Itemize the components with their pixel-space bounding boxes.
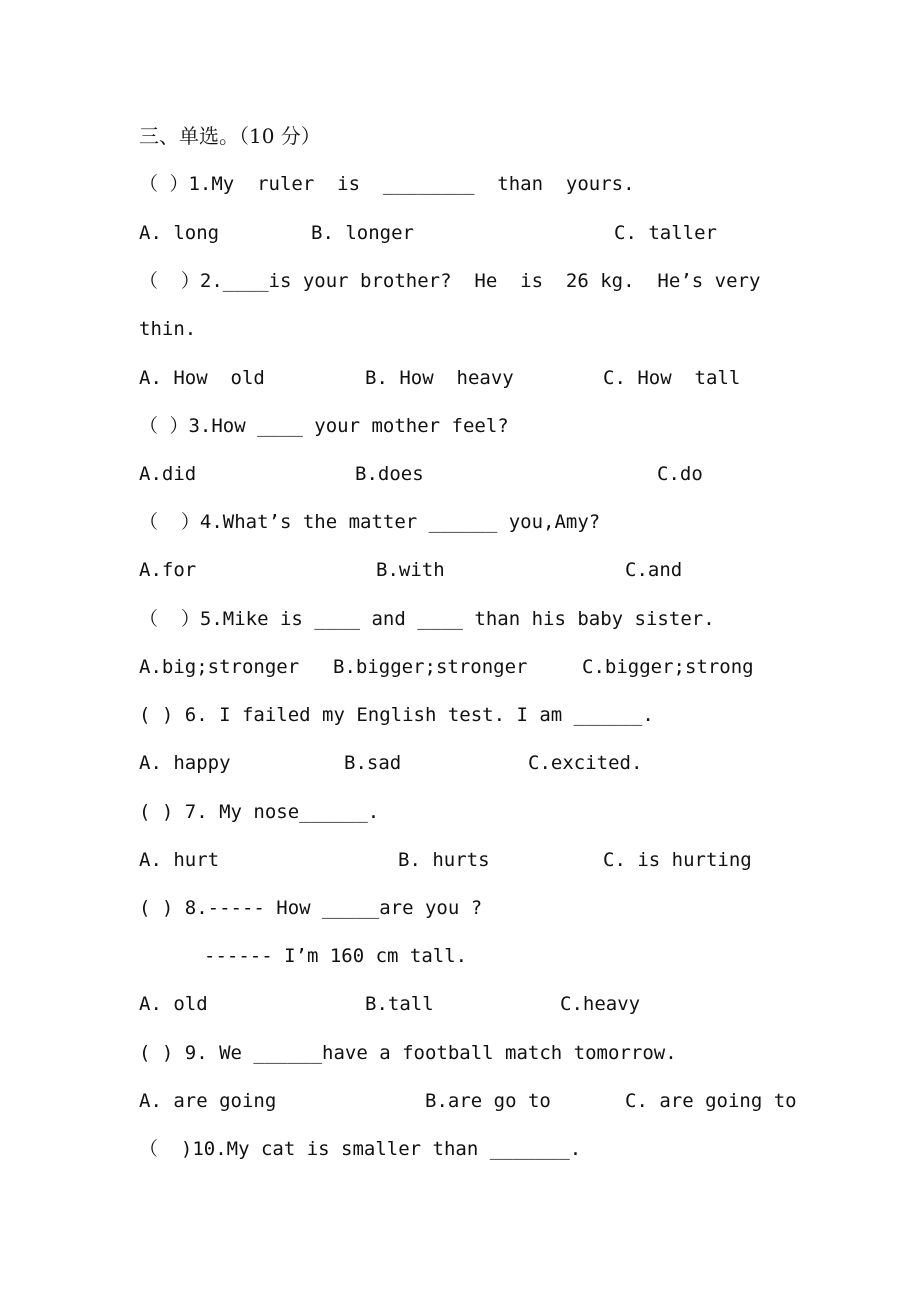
question-4-stem: （ ）4.What’s the matter ______ you,Amy? — [139, 511, 601, 533]
question-7-option-a: A. hurt — [139, 849, 220, 871]
question-7-option-b: B. hurts — [398, 849, 490, 871]
question-9-option-b: B.are go to — [425, 1090, 551, 1112]
question-6-option-c: C.excited. — [528, 752, 643, 774]
question-1-option-b: B. longer — [311, 222, 414, 244]
question-2-option-a: A. How old — [139, 367, 265, 389]
question-6-option-b: B.sad — [344, 752, 402, 774]
question-6-stem: ( ) 6. I failed my English test. I am ______. — [139, 704, 654, 726]
question-2-option-c: C. How tall — [603, 367, 741, 389]
question-1-stem: （ ）1.My ruler is ________ than yours. — [139, 173, 635, 195]
question-5-option-a: A.big;stronger — [139, 656, 300, 678]
question-2-option-b: B. How heavy — [365, 367, 514, 389]
question-8-stem: ( ) 8.----- How _____are you ? — [139, 897, 483, 919]
question-5-option-b: B.bigger;stronger — [333, 656, 528, 678]
question-8-option-b: B.tall — [365, 993, 434, 1015]
question-3-option-a: A.did — [139, 463, 197, 485]
question-4-option-c: C.and — [625, 559, 683, 581]
question-2-stem-continued: thin. — [139, 318, 197, 340]
question-9-stem: ( ) 9. We ______have a football match tomorrow. — [139, 1042, 677, 1064]
question-7-option-c: C. is hurting — [603, 849, 752, 871]
question-10-stem: （ )10.My cat is smaller than _______. — [139, 1138, 582, 1160]
question-1-option-c: C. taller — [614, 222, 717, 244]
question-4-option-b: B.with — [376, 559, 445, 581]
question-8-answer-line: ------ I’m 160 cm tall. — [204, 945, 468, 967]
question-8-option-a: A. old — [139, 993, 208, 1015]
question-1-option-a: A. long — [139, 222, 220, 244]
question-9-option-a: A. are going — [139, 1090, 277, 1112]
question-4-option-a: A.for — [139, 559, 197, 581]
question-6-option-a: A. happy — [139, 752, 231, 774]
question-2-stem: （ ）2.____is your brother? He is 26 kg. He’s very — [139, 270, 761, 292]
question-9-option-c: C. are going to — [625, 1090, 797, 1112]
question-8-option-c: C.heavy — [560, 993, 641, 1015]
question-5-option-c: C.bigger;strong — [582, 656, 754, 678]
section-title: 三、单选。（10 分） — [139, 124, 321, 148]
question-7-stem: ( ) 7. My nose______. — [139, 801, 380, 823]
question-3-option-c: C.do — [657, 463, 703, 485]
question-5-stem: （ ）5.Mike is ____ and ____ than his baby sister. — [139, 608, 715, 630]
question-3-stem: （ ）3.How ____ your mother feel? — [139, 415, 509, 437]
question-3-option-b: B.does — [355, 463, 424, 485]
